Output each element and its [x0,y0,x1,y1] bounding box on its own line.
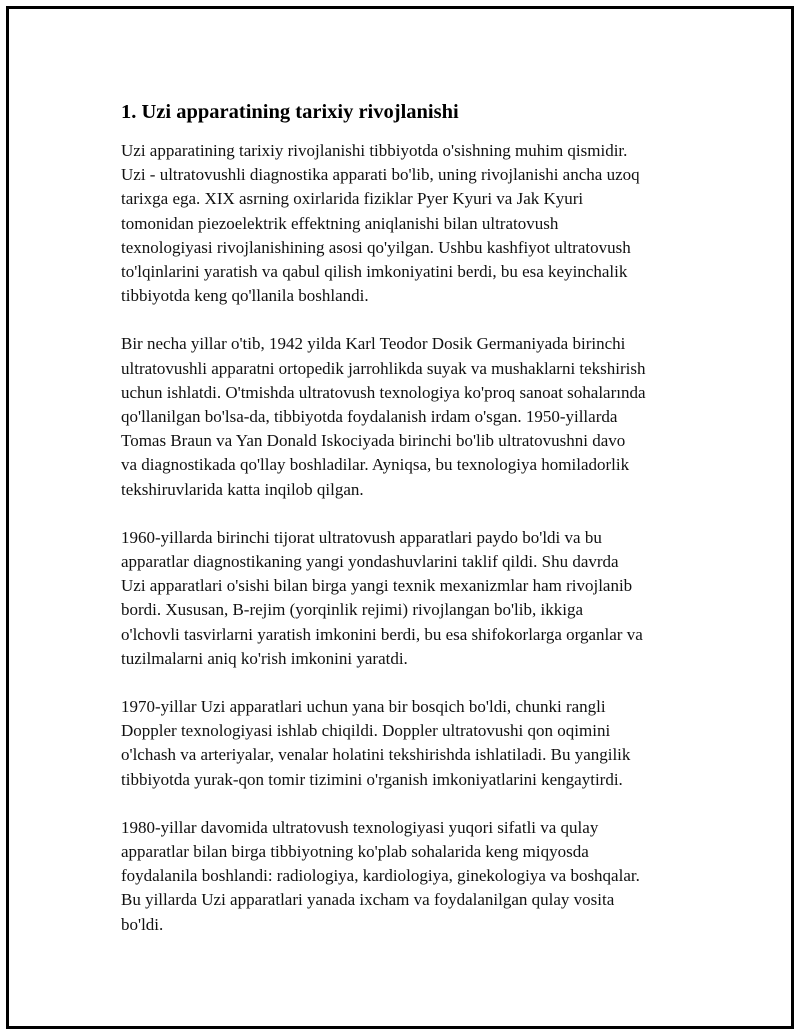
page-frame [6,6,794,1029]
paragraph-4: 1970-yillar Uzi apparatlari uchun yana bir bosqich bo'ldi, chunki rangli Doppler texnologiyasi ishlab chiqildi. Doppler ultratovushi qon oqimini o'lchash va arteriyalar, venalar holatini tekshirishda ishlatiladi. Bu yangilik tibbiyotda yurak-qon tomir tizimini o'rganish imkoniyatlarini kengaytirdi. [121,697,631,789]
paragraph-5: 1980-yillar davomida ultratovush texnologiyasi yuqori sifatli va qulay apparatlar bilan birga tibbiyotning ko'plab sohalarida keng miqyosda foydalanila boshlandi: radiologiya, kardiologiya, ginekologiya va boshqalar. Bu yillarda Uzi apparatlari yanada ixcham va foydalanilgan qulay vosita bo'ldi. [121,817,640,934]
document-body [121,97,701,961]
section-heading: 1. Uzi apparatining tarixiy rivojlanishi [121,101,459,123]
paragraph-1: Uzi apparatining tarixiy rivojlanishi tibbiyotda o'sishning muhim qismidir. Uzi - ultratovushli diagnostika apparati bo'lib, uning rivojlanishi ancha uzoq tarixga ega. XIX asrning oxirlarida fiziklar Pyer Kyuri va Jak Kyuri tomonidan piezoelektrik effektning aniqlanishi bilan ultratovush texnologiyasi rivojlanishining asosi qo'yilgan. Ushbu kashfiyot ultratovush to'lqinlarini yaratish va qabul qilish imkoniyatini berdi, bu esa keyinchalik tibbiyotda keng qo'llanila boshlandi. [121,141,640,306]
paragraph-2: Bir necha yillar o'tib, 1942 yilda Karl Teodor Dosik Germaniyada birinchi ultratovushli apparatni ortopedik jarrohlikda suyak va mushaklarni tekshirish uchun ishlatdi. O'tmishda ultratovush texnologiya ko'proq sanoat sohalarında qo'llanilgan bo'lsa-da, tibbiyotda foydalanish irdam o'sgan. 1950-yillarda Tomas Braun va Yan Donald Iskociyada birinchi bo'lib ultratovushni davo va diagnostikada qo'llay boshladilar. Ayniqsa, bu texnologiya homiladorlik tekshiruvlarida katta inqilob qilgan. [121,334,646,499]
paragraph-3: 1960-yillarda birinchi tijorat ultratovush apparatlari paydo bo'ldi va bu apparatlar diagnostikaning yangi yondashuvlarini taklif qildi. Shu davrda Uzi apparatlari o'sishi bilan birga yangi texnik mexanizmlar ham rivojlanib bordi. Xususan, B-rejim (yorqinlik rejimi) rivojlangan bo'lib, ikkiga o'lchovli tasvirlarni yaratish imkonini berdi, bu esa shifokorlarga organlar va tuzilmalarni aniq ko'rish imkonini yaratdi. [121,527,643,668]
